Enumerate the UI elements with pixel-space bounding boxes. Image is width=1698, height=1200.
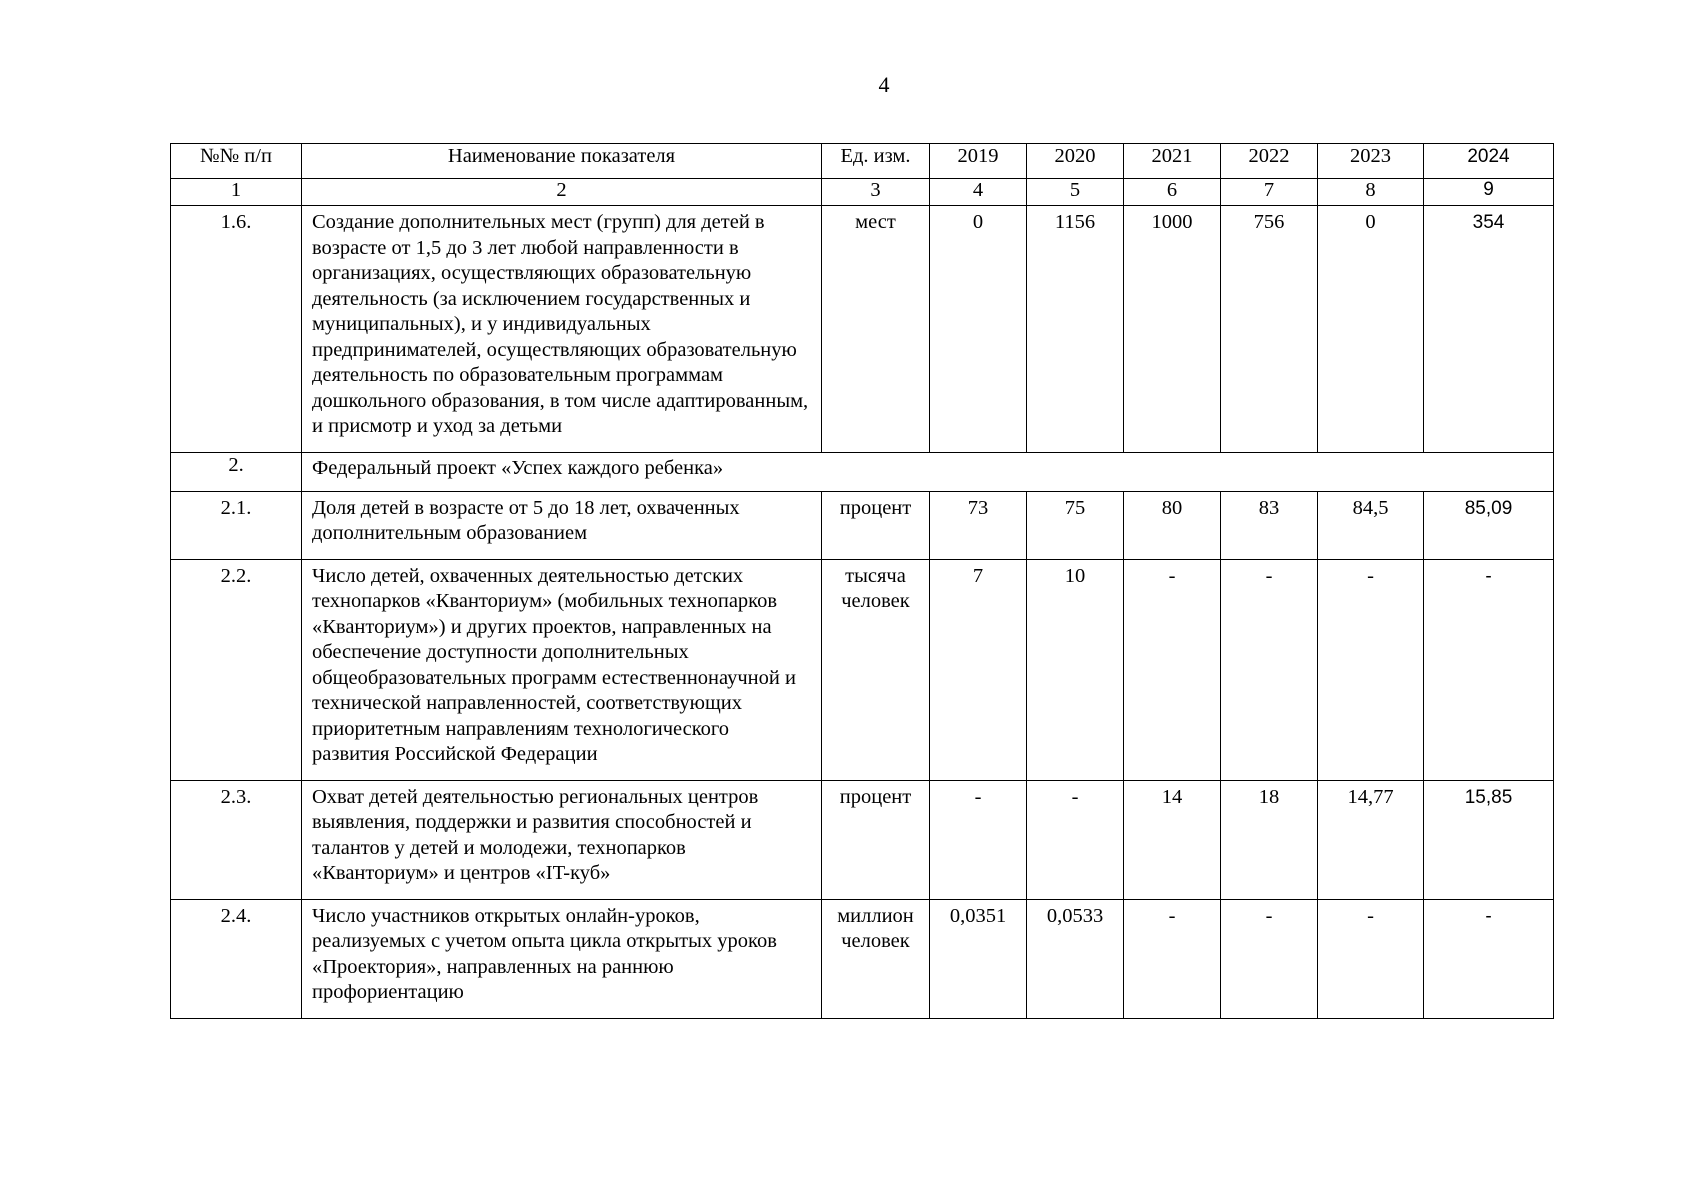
value-2020: -	[1027, 780, 1124, 899]
value-2020: 0,0533	[1027, 899, 1124, 1018]
value-2019: 0,0351	[930, 899, 1027, 1018]
indicator-name: Доля детей в возрасте от 5 до 18 лет, охваченных дополнительным образованием	[302, 491, 822, 559]
header-num: №№ п/п	[171, 144, 302, 179]
indicator-name: Число детей, охваченных деятельностью детских технопарков «Кванториум» (мобильных технопарков «Кванториум») и других проектов, направленных на обеспечение доступности дополнительных общеобразовательных программ естественнонаучной и технической направленностей, соответствующих приоритетным направлениям технологического развития Российской Федерации	[302, 559, 822, 780]
row-number: 2.	[171, 452, 302, 491]
value-2023: 0	[1318, 206, 1424, 453]
value-2021: 80	[1124, 491, 1221, 559]
indicator-name: Охват детей деятельностью региональных центров выявления, поддержки и развития способностей и талантов у детей и молодежи, технопарков «Кванториум» и центров «IT-куб»	[302, 780, 822, 899]
value-2024: 15,85	[1424, 780, 1554, 899]
column-number: 4	[930, 179, 1027, 206]
row-number: 2.4.	[171, 899, 302, 1018]
unit: процент	[822, 780, 930, 899]
table-row	[171, 206, 1554, 453]
indicator-name: Число участников открытых онлайн-уроков, реализуемых с учетом опыта цикла открытых уроков «Проектория», направленных на раннюю профориентацию	[302, 899, 822, 1018]
value-2019: 0	[930, 206, 1027, 453]
column-number: 6	[1124, 179, 1221, 206]
value-2022: -	[1221, 559, 1318, 780]
row-number: 2.1.	[171, 491, 302, 559]
section-row	[171, 452, 1554, 491]
value-2019: 7	[930, 559, 1027, 780]
header-2020: 2020	[1027, 144, 1124, 179]
unit: миллион человек	[822, 899, 930, 1018]
column-number: 3	[822, 179, 930, 206]
value-2021: -	[1124, 899, 1221, 1018]
value-2019: 73	[930, 491, 1027, 559]
column-number-row	[171, 179, 1554, 206]
value-2019: -	[930, 780, 1027, 899]
header-row	[171, 144, 1554, 179]
header-2022: 2022	[1221, 144, 1318, 179]
value-2021: 14	[1124, 780, 1221, 899]
value-2024: 85,09	[1424, 491, 1554, 559]
table-row	[171, 899, 1554, 1018]
header-2019: 2019	[930, 144, 1027, 179]
value-2023: 14,77	[1318, 780, 1424, 899]
value-2023: -	[1318, 899, 1424, 1018]
unit: мест	[822, 206, 930, 453]
unit: процент	[822, 491, 930, 559]
value-2024: -	[1424, 559, 1554, 780]
unit: тысяча человек	[822, 559, 930, 780]
table-row	[171, 491, 1554, 559]
column-number: 7	[1221, 179, 1318, 206]
row-number: 1.6.	[171, 206, 302, 453]
header-name: Наименование показателя	[302, 144, 822, 179]
header-2021: 2021	[1124, 144, 1221, 179]
value-2021: 1000	[1124, 206, 1221, 453]
value-2021: -	[1124, 559, 1221, 780]
value-2023: -	[1318, 559, 1424, 780]
value-2024: -	[1424, 899, 1554, 1018]
table-row	[171, 780, 1554, 899]
column-number: 9	[1424, 179, 1554, 206]
header-2023: 2023	[1318, 144, 1424, 179]
section-title: Федеральный проект «Успех каждого ребенка»	[302, 452, 1554, 491]
column-number: 1	[171, 179, 302, 206]
value-2020: 75	[1027, 491, 1124, 559]
column-number: 8	[1318, 179, 1424, 206]
page-number: 4	[878, 72, 890, 97]
column-number: 2	[302, 179, 822, 206]
row-number: 2.3.	[171, 780, 302, 899]
value-2022: -	[1221, 899, 1318, 1018]
value-2020: 10	[1027, 559, 1124, 780]
column-number: 5	[1027, 179, 1124, 206]
header-2024: 2024	[1424, 144, 1554, 179]
value-2022: 756	[1221, 206, 1318, 453]
value-2022: 83	[1221, 491, 1318, 559]
indicators-table	[170, 143, 1554, 1019]
row-number: 2.2.	[171, 559, 302, 780]
value-2024: 354	[1424, 206, 1554, 453]
indicator-name: Создание дополнительных мест (групп) для детей в возрасте от 1,5 до 3 лет любой направленности в организациях, осуществляющих образовательную деятельность (за исключением государственных и муниципальных), и у индивидуальных предпринимателей, осуществляющих образовательную деятельность по образовательным программам дошкольного образования, в том числе адаптированным, и присмотр и уход за детьми	[302, 206, 822, 453]
value-2023: 84,5	[1318, 491, 1424, 559]
header-unit: Ед. изм.	[822, 144, 930, 179]
value-2022: 18	[1221, 780, 1318, 899]
table-row	[171, 559, 1554, 780]
value-2020: 1156	[1027, 206, 1124, 453]
